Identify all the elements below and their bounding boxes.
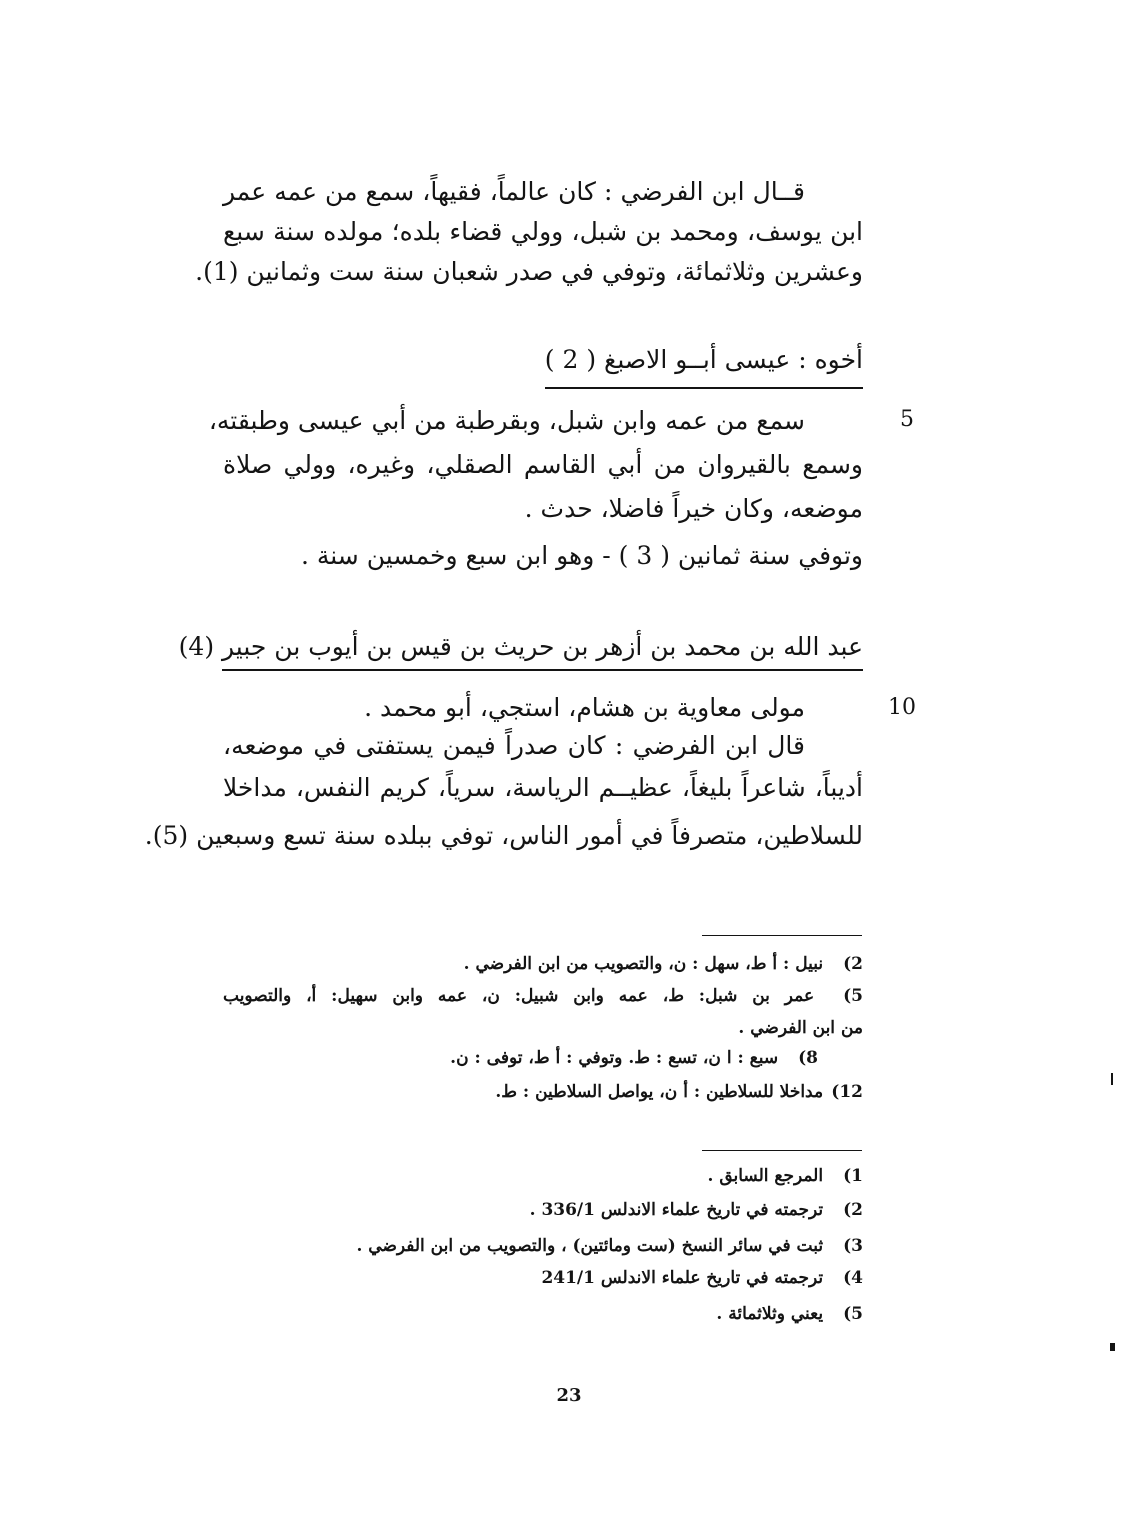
footnote: 3) ثبت في سائر النسخ (ست ومائتين) ، والتصويب من ابن الفرضي . [356,1236,863,1256]
line-number-10: 10 [888,695,916,720]
variant-note: 12) مداخلا للسلاطين : أ ن، يواصل السلاطين : ط. [495,1082,863,1102]
entry3-heading: عبد الله بن محمد بن أزهر بن حريث بن قيس بن أيوب بن جبير (4) [178,632,863,661]
scan-speck [1111,1073,1113,1085]
entry1-line-1: قــال ابن الفرضي : كان عالماً، فقيهاً، سمع من عمه عمر [223,177,805,206]
variant-note: 8) سبع : ا ن، تسع : ط. وتوفي : أ ط، توفى : ن. [450,1048,818,1068]
footnotes-separator [702,1150,862,1151]
entry3-line-2: قال ابن الفرضي : كان صدراً فيمن يستفتى في موضعه، [223,731,805,760]
footnote: 1) المرجع السابق . [707,1166,863,1186]
page-number: 23 [556,1385,582,1406]
entry3-heading-rule [222,669,863,671]
variant-note: 2) نبيل : أ ط، سهل : ن، والتصويب من ابن الفرضي . [463,954,863,974]
entry3-line-1: مولى معاوية بن هشام، استجي، أبو محمد . [364,693,805,722]
entry2-heading-rule [545,387,863,389]
variants-separator [702,935,862,936]
footnote: 4) ترجمته في تاريخ علماء الاندلس 241/1 [541,1268,863,1288]
scan-speck [1110,1343,1115,1351]
entry3-line-4: للسلاطين، متصرفاً في أمور الناس، توفي ببلده سنة تسع وسبعين (5). [144,821,863,850]
variant-note-continuation: من ابن الفرضي . [738,1018,863,1038]
entry2-line-4: وتوفي سنة ثمانين ( 3 ) - وهو ابن سبع وخمسين سنة . [300,541,863,570]
entry1-line-3: وعشرين وثلاثمائة، وتوفي في صدر شعبان سنة ست وثمانين (1). [195,257,863,286]
entry2-line-3: موضعه، وكان خيراً فاضلا، حدث . [524,494,863,523]
entry2-line-2: وسمع بالقيروان من أبي القاسم الصقلي، وغيره، وولي صلاة [223,450,863,479]
footnote: 5) يعني وثلاثمائة . [716,1304,863,1324]
entry2-line-1: سمع من عمه وابن شبل، وبقرطبة من أبي عيسى وطبقته، [208,406,805,435]
line-number-5: 5 [900,407,914,432]
entry1-line-2: ابن يوسف، ومحمد بن شبل، وولي قضاء بلده؛ مولده سنة سبع [223,217,863,246]
entry2-heading: أخوه : عيسى أبــو الاصبغ ( 2 ) [544,345,863,374]
footnote: 2) ترجمته في تاريخ علماء الاندلس 336/1 . [529,1200,863,1220]
variant-note: 5) عمر بن شبل: ط، عمه وابن شبيل: ن، عمه وابن سهيل: أ، والتصويب [223,986,864,1006]
entry3-line-3: أديباً، شاعراً بليغاً، عظيــم الرياسة، سرياً، كريم النفس، مداخلا [223,773,863,802]
